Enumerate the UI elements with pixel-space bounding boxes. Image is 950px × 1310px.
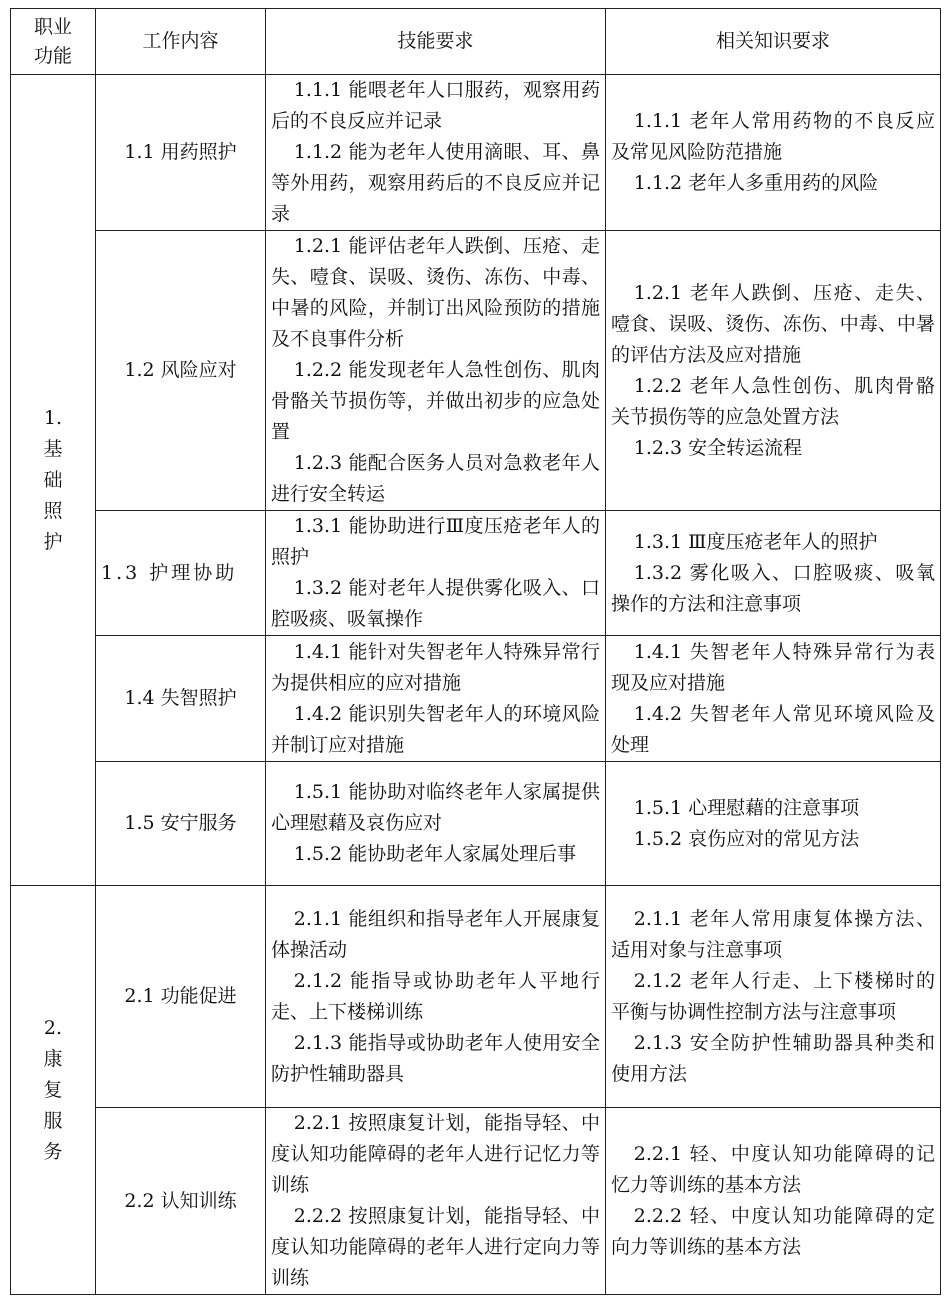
skills-table <box>10 8 941 1295</box>
knowledge-item: 1.3.2 雾化吸入、口腔吸痰、吸氧操作的方法和注意事项 <box>611 561 935 615</box>
knowledge-item: 1.1.1 老年人常用药物的不良反应及常见风险防范措施 <box>611 110 935 163</box>
knowledge-item: 1.1.2 老年人多重用药的风险 <box>633 172 879 194</box>
skill-item: 1.4.2 能识别失智老年人的环境风险并制订应对措施 <box>271 702 600 756</box>
skill-cell <box>266 75 606 231</box>
skill-item: 2.1.3 能指导或协助老年人使用安全防护性辅助器具 <box>271 1031 600 1085</box>
skill-item: 1.2.2 能发现老年人急性创伤、肌肉骨骼关节损伤等，并做出初步的应急处置 <box>271 359 600 443</box>
knowledge-item: 2.1.1 老年人常用康复体操方法、适用对象与注意事项 <box>611 907 935 961</box>
work-content-cell: 1.1 用药照护 <box>96 75 266 231</box>
skill-item: 2.2.2 按照康复计划，能指导轻、中度认知功能障碍的老年人进行定向力等训练 <box>271 1205 600 1289</box>
skill-cell <box>266 636 606 762</box>
skill-item: 2.2.1 按照康复计划，能指导轻、中度认知功能障碍的老年人进行记忆力等训练 <box>271 1112 600 1196</box>
skill-item: 1.3.2 能对老年人提供雾化吸入、口腔吸痰、吸氧操作 <box>271 577 600 630</box>
knowledge-item: 1.5.2 哀伤应对的常见方法 <box>633 827 860 850</box>
header-work-content: 工作内容 <box>96 9 266 75</box>
work-content-cell: 1.2 风险应对 <box>96 231 266 511</box>
knowledge-item: 1.4.2 失智老年人常见环境风险及处理 <box>611 702 935 756</box>
skill-item: 1.2.1 能评估老年人跌倒、压疮、走失、噎食、误吸、烫伤、冻伤、中毒、中暑的风险，并制订出风险预防的措施及不良事件分析 <box>271 235 600 350</box>
knowledge-cell <box>606 762 941 886</box>
skill-cell <box>266 231 606 511</box>
skill-item: 1.1.1 能喂老年人口服药，观察用药后的不良反应并记录 <box>271 79 600 132</box>
work-content-cell: 2.2 认知训练 <box>96 1108 266 1295</box>
function-cell: 2.康复服务 <box>11 886 96 1295</box>
function-cell: 1.基础照护 <box>11 75 96 886</box>
work-content-cell: 1.4 失智照护 <box>96 636 266 762</box>
knowledge-item: 2.1.3 安全防护性辅助器具种类和使用方法 <box>611 1031 935 1085</box>
header-function: 职业功能 <box>11 9 96 75</box>
knowledge-item: 2.2.1 轻、中度认知功能障碍的记忆力等训练的基本方法 <box>611 1143 935 1196</box>
knowledge-item: 1.5.1 心理慰藉的注意事项 <box>633 796 860 819</box>
skill-item: 1.5.1 能协助对临终老年人家属提供心理慰藉及哀伤应对 <box>271 781 600 834</box>
knowledge-cell <box>606 1108 941 1295</box>
work-content-cell: 1.3 护理协助 <box>96 511 266 636</box>
knowledge-cell <box>606 511 941 636</box>
header-knowledge-requirements: 相关知识要求 <box>606 9 941 75</box>
skill-cell <box>266 1108 606 1295</box>
knowledge-cell <box>606 636 941 762</box>
skill-item: 2.1.2 能指导或协助老年人平地行走、上下楼梯训练 <box>271 969 600 1023</box>
knowledge-item: 1.4.1 失智老年人特殊异常行为表现及应对措施 <box>611 640 935 694</box>
skill-item: 1.2.3 能配合医务人员对急救老年人进行安全转运 <box>271 452 600 505</box>
knowledge-item: 1.2.1 老年人跌倒、压疮、走失、噎食、误吸、烫伤、冻伤、中毒、中暑的评估方法及应对措施 <box>611 281 935 366</box>
skill-cell <box>266 886 606 1108</box>
skill-cell <box>266 762 606 886</box>
skill-item: 2.1.1 能组织和指导老年人开展康复体操活动 <box>271 907 600 961</box>
header-skill-requirements: 技能要求 <box>266 9 606 75</box>
knowledge-item: 2.1.2 老年人行走、上下楼梯时的平衡与协调性控制方法与注意事项 <box>611 969 935 1023</box>
skill-item: 1.4.1 能针对失智老年人特殊异常行为提供相应的应对措施 <box>271 640 600 694</box>
knowledge-item: 1.3.1 Ⅲ度压疮老年人的照护 <box>633 530 878 553</box>
knowledge-cell <box>606 75 941 231</box>
work-content-cell: 1.5 安宁服务 <box>96 762 266 886</box>
knowledge-item: 1.2.2 老年人急性创伤、肌肉骨骼关节损伤等的应急处置方法 <box>611 374 935 428</box>
knowledge-cell <box>606 231 941 511</box>
skill-item: 1.5.2 能协助老年人家属处理后事 <box>293 843 577 865</box>
skill-item: 1.1.2 能为老年人使用滴眼、耳、鼻等外用药，观察用药后的不良反应并记录 <box>271 141 600 225</box>
skill-cell <box>266 511 606 636</box>
knowledge-cell <box>606 886 941 1108</box>
knowledge-item: 2.2.2 轻、中度认知功能障碍的定向力等训练的基本方法 <box>611 1205 935 1258</box>
knowledge-item: 1.2.3 安全转运流程 <box>633 436 803 459</box>
skill-item: 1.3.1 能协助进行Ⅲ度压疮老年人的照护 <box>271 515 600 568</box>
work-content-cell: 2.1 功能促进 <box>96 886 266 1108</box>
